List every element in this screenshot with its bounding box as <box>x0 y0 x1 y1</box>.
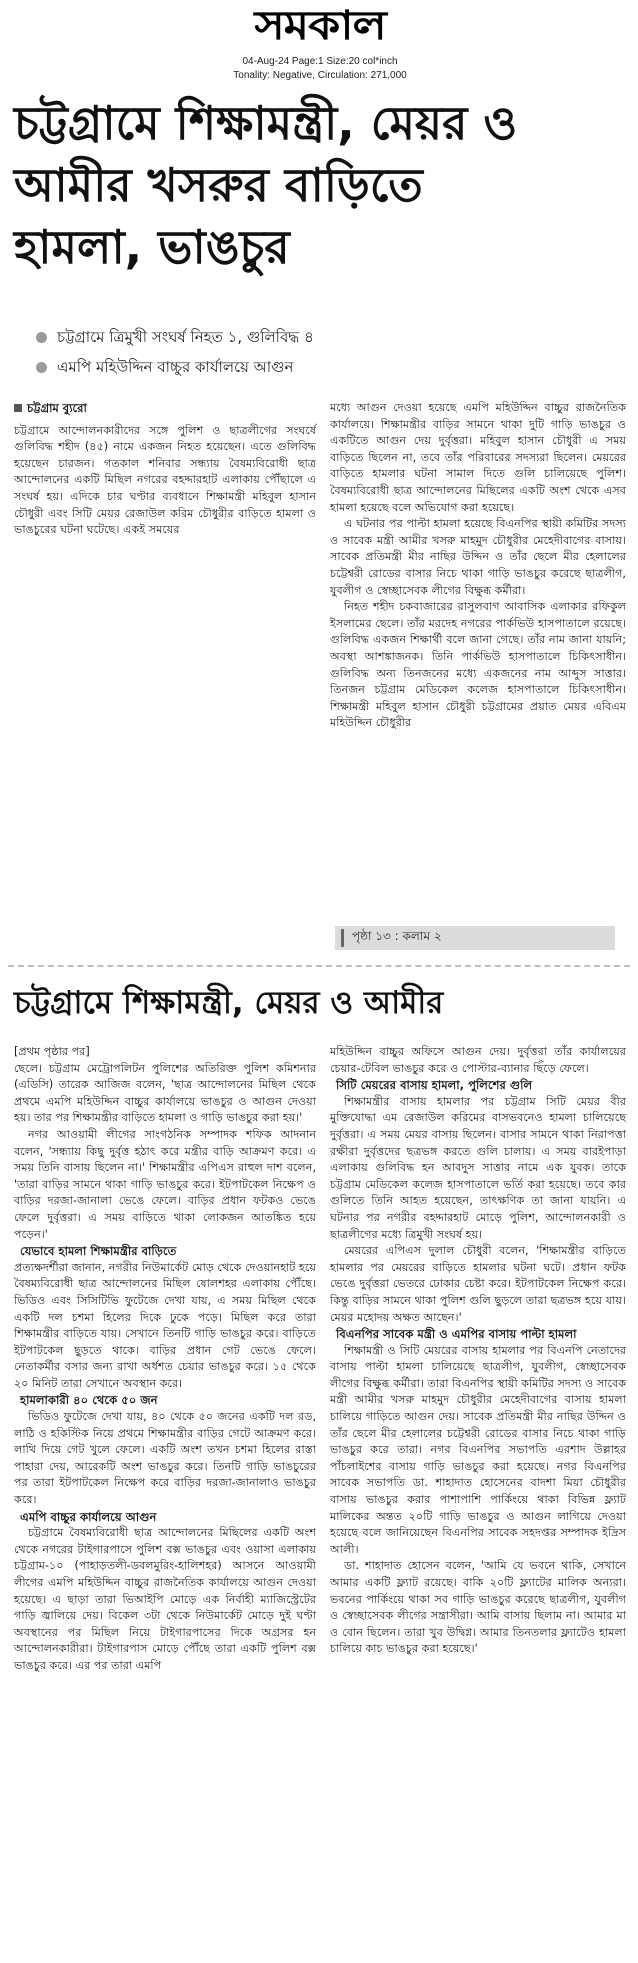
section-subheading: হামলাকারী ৪০ থেকে ৫০ জন <box>20 1393 158 1408</box>
paragraph: মধ্যে আগুন দেওয়া হয়েছে এমপি মহিউদ্দিন বাচ্চুর রাজনৈতিক কার্যালয়ে। শিক্ষামন্ত্রীর বাড়ির সামনে থাকা দুটি গাড়ি ভাঙচুর ও একটিতে আগুন দেয় দুর্বৃত্তরা। মহিবুল হাসান চৌধুরী এ সময় বাড়িতে ছিলেন না, তবে তাঁর পরিবারের সদস্যরা ছিলেন। মেয়রের বাড়িতে হামলার ঘটনা সামাল দিতে গুলি চালিয়েছে পুলিশ। বৈষম্যবিরোধী ছাত্র আন্দোলনের মিছিলের একটি অংশ থেকে এসব হামলা হয়েছে বলে অভিযোগ করা হয়েছে। <box>330 401 626 514</box>
headline-line3: হামলা, ভাঙচুর <box>14 220 290 274</box>
section-subheading: এমপি বাচ্চুর কার্যালয়ে আগুন <box>20 1509 157 1524</box>
section-subheading: বিএনপির সাবেক মন্ত্রী ও এমপির বাসায় পাল্টা হামলা <box>336 1327 577 1342</box>
section-subheading: যেভাবে হামলা শিক্ষামন্ত্রীর বাড়িতে <box>20 1244 177 1259</box>
paragraph: মেয়রের এপিএস দুলাল চৌধুরী বলেন, 'শিক্ষামন্ত্রীর বাড়িতে হামলার পর মেয়রের বাড়িতে হামলার ঘটনা ঘটে। প্রধান ফটক ভেঙে দুর্বৃত্তরা ভেতরে ঢোকার চেষ্টা করে। ইটপাটকেল নিক্ষেপ করে। কিন্তু বাড়ির সামনে থাকা পুলিশ গুলি ছুড়লে তারা ছত্রভঙ্গ হয়ে যায়। মেয়র মহোদয় অক্ষত আছেন।' <box>330 1244 626 1324</box>
paragraph: চট্টগ্রামে আন্দোলনকারীদের সঙ্গে পুলিশ ও ছাত্রলীগের সংঘর্ষে গুলিবিদ্ধ শহীদ (৪৫) নামে একজন নিহত হয়েছেন। এতে গুলিবিদ্ধ হয়েছেন চারজন। গতকাল শনিবার সন্ধ্যায় বৈষম্যবিরোধী ছাত্র আন্দোলনের একটি মিছিল নগরের বহদ্দারহাট এলাকায় পৌঁছালে এ সংঘর্ষ হয়। এদিকে চার ঘণ্টার ব্যবধানে শিক্ষামন্ত্রী মহিবুল হাসান চৌধুরী এবং সিটি মেয়র রেজাউল করিম চৌধুরীর বাড়িতে হামলা ও ভাঙচুরের ঘটনা ঘটেছে। একই সময়ের <box>14 423 316 537</box>
logo-text: সমকাল <box>254 1 386 49</box>
subhead-text: এমপি মহিউদ্দিন বাচ্চুর কার্যালয়ে আগুন <box>57 358 294 376</box>
paragraph: প্রত্যক্ষদর্শীরা জানান, নগরীর নিউমার্কেট মোড় থেকে দেওয়ানহাট হয়ে বৈষম্যবিরোধী ছাত্র আন্দোলনের মিছিল ষোলশহর এলাকায় পৌঁছে। ভিডিও এবং সিসিটিভি ফুটেজে দেখা যায়, এ সময় মিছিল থেকে একটি দল চশমা হিলের দিকে ঢুকে পড়ে। মিছিল করে তারা শিক্ষামন্ত্রীর বাড়িতে যায়। সেখানে তিনটি গাড়ি ভাঙচুর করে। বাড়িতে ইটপাটকেল ছুড়তে থাকে। বাড়ির প্রধান গেট ভেঙে ফেলে। নেতাকর্মীর বসার জন্য রাখা অর্ধশত চেয়ার ভাঙচুর করে। ১৫ থেকে ২০ মিনিট তারা সেখানে অবস্থান করে। <box>14 1260 316 1390</box>
article1-column-left <box>14 400 316 539</box>
continued-text: পৃষ্ঠা ১৩ : কলাম ২ <box>352 929 442 943</box>
continuation-headline <box>14 980 626 1026</box>
paragraph: শিক্ষামন্ত্রী ও সিটি মেয়রের বাসায় হামলার পর বিএনপি নেতাদের বাসায় পাল্টা হামলা চালিয়েছে ছাত্রলীগ, যুবলীগ, স্বেচ্ছাসেবক লীগের বিক্ষুব্ধ কর্মীরা। তারা বিএনপির স্থায়ী কমিটির সদস্য ও সাবেক মন্ত্রী আমীর খসরু মাহমুদ চৌধুরীর মেহেদীবাগের বাসায় হামলা চালিয়ে গাড়িতে আগুন দেয়। সাবেক প্রতিমন্ত্রী মীর নাছির উদ্দিন ও তাঁর ছেলে মীর হেলালের চট্টেশ্বরী রোডের বাসার নিচে থাকা গাড়ি ভাঙচুর করে তারা। নগর বিএনপির সভাপতি এরশাদ উল্লাহর পাঁচলাইশের বাসায় গাড়ি ভাঙচুর করা হয়েছে। নগর বিএনপির সাবেক সভাপতি ডা. শাহাদাত হোসেনের বাদশা মিয়া চৌধুরীর বাসায় ভাঙচুর করার পাশাপাশি পার্কিংয়ে থাকা বিভিন্ন ফ্ল্যাট মালিকের অন্তত ২০টি গাড়ি ভাঙচুর ও আগুন লাগিয়ে দেওয়া হয়েছে বলে জানিয়েছেন বিএনপির সাবেক সহদপ্তর সম্পাদক ইদ্রিস আলী। <box>330 1343 626 1556</box>
bullet-icon <box>36 332 47 343</box>
article2-column-right <box>330 1044 626 1658</box>
masthead <box>0 0 638 88</box>
paragraph: [প্রথম পৃষ্ঠার পর] <box>14 1045 90 1058</box>
subhead-item <box>36 352 596 382</box>
paragraph: চট্টগ্রামে বৈষম্যবিরোধী ছাত্র আন্দোলনের মিছিলের একটি অংশ থেকে নগরের টাইগারপাসে পুলিশ বক্স ভাঙচুর এবং ওয়াসা এলাকায় চট্টগ্রাম-১০ (পাহাড়তলী-ডবলমুরিং-হালিশহর) আসনে আওয়ামী লীগের এমপি মহিউদ্দিন বাচ্চুর রাজনৈতিক কার্যালয়ে আগুন দেওয়া হয়েছে। এ ছাড়া তারা ভিআইপি মোড়ে এক নির্বাহী ম্যাজিস্ট্রেটের গাড়ি জ্বালিয়ে দেয়। বিকেল ৩টা থেকে নিউমার্কেট মোড়ে দুই ঘণ্টা অবস্থানের পর মিছিল নিয়ে টাইগারপাসের দিকে অগ্রসর হন আন্দোলনকারীরা। টাইগারপাস মোড়ে পৌঁছে তারা একটি পুলিশ বক্স ভাঙচুর করে। এর পর তারা এমপি <box>14 1526 316 1672</box>
byline <box>14 400 316 417</box>
article2-column-left <box>14 1044 316 1675</box>
byline-square-icon <box>14 404 22 412</box>
continued-on-box <box>335 926 615 950</box>
paragraph: ডা. শাহাদাত হোসেন বলেন, 'আমি যে ভবনে থাকি, সেখানে আমার একটি ফ্ল্যাট রয়েছে। বাকি ২০টি ফ্ল্যাটের মালিক অন্যরা। ভবনের পার্কিংয়ে থাকা সব গাড়ি ভাঙচুর করেছে ছাত্রলীগ, যুবলীগ ও স্বেচ্ছাসেবক লীগের সন্ত্রাসীরা। আমি বাসায় ছিলাম না। আমার মা ও বোন ছিলেন। তারা খুব উদ্বিগ্ন। আমার তিনতলার ফ্ল্যাটেও হামলা চালিয়ে কাচ ভাঙচুর করা হয়েছে।' <box>330 1559 626 1656</box>
bullet-icon <box>36 362 47 373</box>
paragraph: নিহত শহীদ চকবাজারের রাসুলবাগ আবাসিক এলাকার রফিকুল ইসলামের ছেলে। তাঁর মরদেহ নগরের পার্কভিউ হাসপাতালে রয়েছে। গুলিবিদ্ধ একজন শিক্ষার্থী বলে জানা গেছে। তাঁর নাম জানা যায়নি; অবস্থা আশঙ্কাজনক। তিনি পার্কভিউ হাসপাতালে চিকিৎসাধীন। গুলিবিদ্ধ অন্য তিনজনের মধ্যে একজনের নাম আব্দুস সাত্তার। তিনজন চট্টগ্রাম মেডিকেল কলেজ হাসপাতালে চিকিৎসাধীন। শিক্ষামন্ত্রী মহিবুল হাসান চৌধুরী চট্টগ্রামের প্রয়াত মেয়র এবিএম মহিউদ্দিন চৌধুরীর <box>330 600 626 730</box>
clipping-meta-line2: Tonality: Negative, Circulation: 271,000 <box>233 70 407 81</box>
main-headline <box>14 92 614 278</box>
newspaper-logo <box>190 1 450 50</box>
clipping-meta-line1: 04-Aug-24 Page:1 Size:20 col*inch <box>242 56 398 67</box>
continuation-headline-text: চট্টগ্রামে শিক্ষামন্ত্রী, মেয়র ও আমীর <box>14 985 444 1021</box>
paragraph: এ ঘটনার পর পাল্টা হামলা হয়েছে বিএনপির স্থায়ী কমিটির সদস্য ও সাবেক মন্ত্রী আমীর খসরু মাহমুদ চৌধুরীর মেহেদীবাগের বাসায়। সাবেক প্রতিমন্ত্রী মীর নাছির উদ্দিন ও তাঁর ছেলে মীর হেলালের চট্টেশ্বরী রোডের বাসার নিচে থাকা গাড়ি ভাঙচুর করেছে ছাত্রলীগ, যুবলীগ ও স্বেচ্ছাসেবক লীগের বিক্ষুব্ধ কর্মীরা। <box>330 517 626 597</box>
section-divider <box>8 965 630 967</box>
headline-line1: চট্টগ্রামে শিক্ষামন্ত্রী, মেয়র ও <box>14 96 518 150</box>
headline-line2: আমীর খসরুর বাড়িতে <box>14 158 423 212</box>
article1-column-right <box>330 400 626 732</box>
section-subheading: সিটি মেয়রের বাসায় হামলা, পুলিশের গুলি <box>336 1078 533 1093</box>
subheads <box>36 322 596 382</box>
subhead-item <box>36 322 596 352</box>
paragraph: ভিডিও ফুটেজে দেখা যায়, ৪০ থেকে ৫০ জনের একটি দল রড, লাঠি ও হকিস্টিক নিয়ে প্রথমে শিক্ষামন্ত্রীর বাড়ির গেটে আক্রমণ করে। লাথি দিয়ে গেট খুলে ফেলে। একটি অংশ তখন চশমা হিলের রাস্তা পাহারা দেয়, আরেকটি অংশ ভাঙচুর করে। তিনটি গাড়ি ভাঙচুরের পর তারা ইটপাটকেল নিক্ষেপ করে বাড়ির দরজা-জানালাও ভাঙচুর করে। <box>14 1410 316 1507</box>
byline-text: চট্টগ্রাম ব্যুরো <box>27 401 87 415</box>
continued-bar <box>341 929 344 947</box>
paragraph: ছেলে। চট্টগ্রাম মেট্রোপলিটন পুলিশের অতিরিক্ত পুলিশ কমিশনার (এডিসি) তারেক আজিজ বলেন, 'ছাত্র আন্দোলনের মিছিল থেকে প্রথমে এমপি মহিউদ্দিন বাচ্চুর কার্যালয়ে ভাঙচুর ও আগুন দেওয়া হয়। তার পর শিক্ষামন্ত্রীর বাড়িতে হামলা ও গাড়ি ভাঙচুর করা হয়।' <box>14 1061 316 1125</box>
subhead-text: চট্টগ্রামে ত্রিমুখী সংঘর্ষ নিহত ১, গুলিবিদ্ধ ৪ <box>57 328 314 346</box>
paragraph: শিক্ষামন্ত্রীর বাসায় হামলার পর চট্টগ্রাম সিটি মেয়র বীর মুক্তিযোদ্ধা এম রেজাউল করিমের বাসভবনেও হামলা চালিয়েছে দুর্বৃত্তরা। এ সময় মেয়র বাসায় ছিলেন। বাসার সামনে থাকা নিরাপত্তা রক্ষীরা দুর্বৃত্তদের ছত্রভঙ্গ করতে গুলি চালায়। এ সময় বারইপাড়া এলাকায় গুলিবিদ্ধ হন আবদুস সাত্তার নামে এক যুবক। তাকে চট্টগ্রাম মেডিকেল কলেজ হাসপাতালে ভর্তি করা হয়েছে। তবে কার গুলিতে তিনি আহত হয়েছেন, তাৎক্ষণিক তা জানা যায়নি। এ ঘটনার পর নগরীর বহদ্দারহাট মোড়ে পুলিশ, আন্দোলনকারী ও ছাত্রলীগের মধ্যে ত্রিমুখী সংঘর্ষ হয়। <box>330 1094 626 1241</box>
paragraph: নগর আওয়ামী লীগের সাংগঠনিক সম্পাদক শফিক আদনান বলেন, 'সন্ধ্যায় কিছু দুর্বৃত্ত হঠাৎ করে মন্ত্রীর বাড়ি আক্রমণ করে। এ সময় তিনি বাসায় ছিলেন না।' শিক্ষামন্ত্রীর এপিএস রাহুল দাশ বলেন, 'তারা বাড়ির সামনে থাকা গাড়ি ভাঙচুর করে। ইটপাটকেল নিক্ষেপ ও বাড়ির দরজা-জানালা ভেঙে ফেলে। বাড়ির প্রধান ফটকও ভেঙে ফেলে দুর্বৃত্তরা। এ সময় বাড়িতে থাকা লোকজন আতঙ্কিত হয়ে পড়েন।' <box>14 1127 316 1241</box>
paragraph: মহিউদ্দিন বাচ্চুর অফিসে আগুন দেয়। দুর্বৃত্তরা তাঁর কার্যালয়ের চেয়ার-টেবিল ভাঙচুর করে ও পোস্টার-ব্যানার ছিঁড়ে ফেলে। <box>330 1045 626 1075</box>
